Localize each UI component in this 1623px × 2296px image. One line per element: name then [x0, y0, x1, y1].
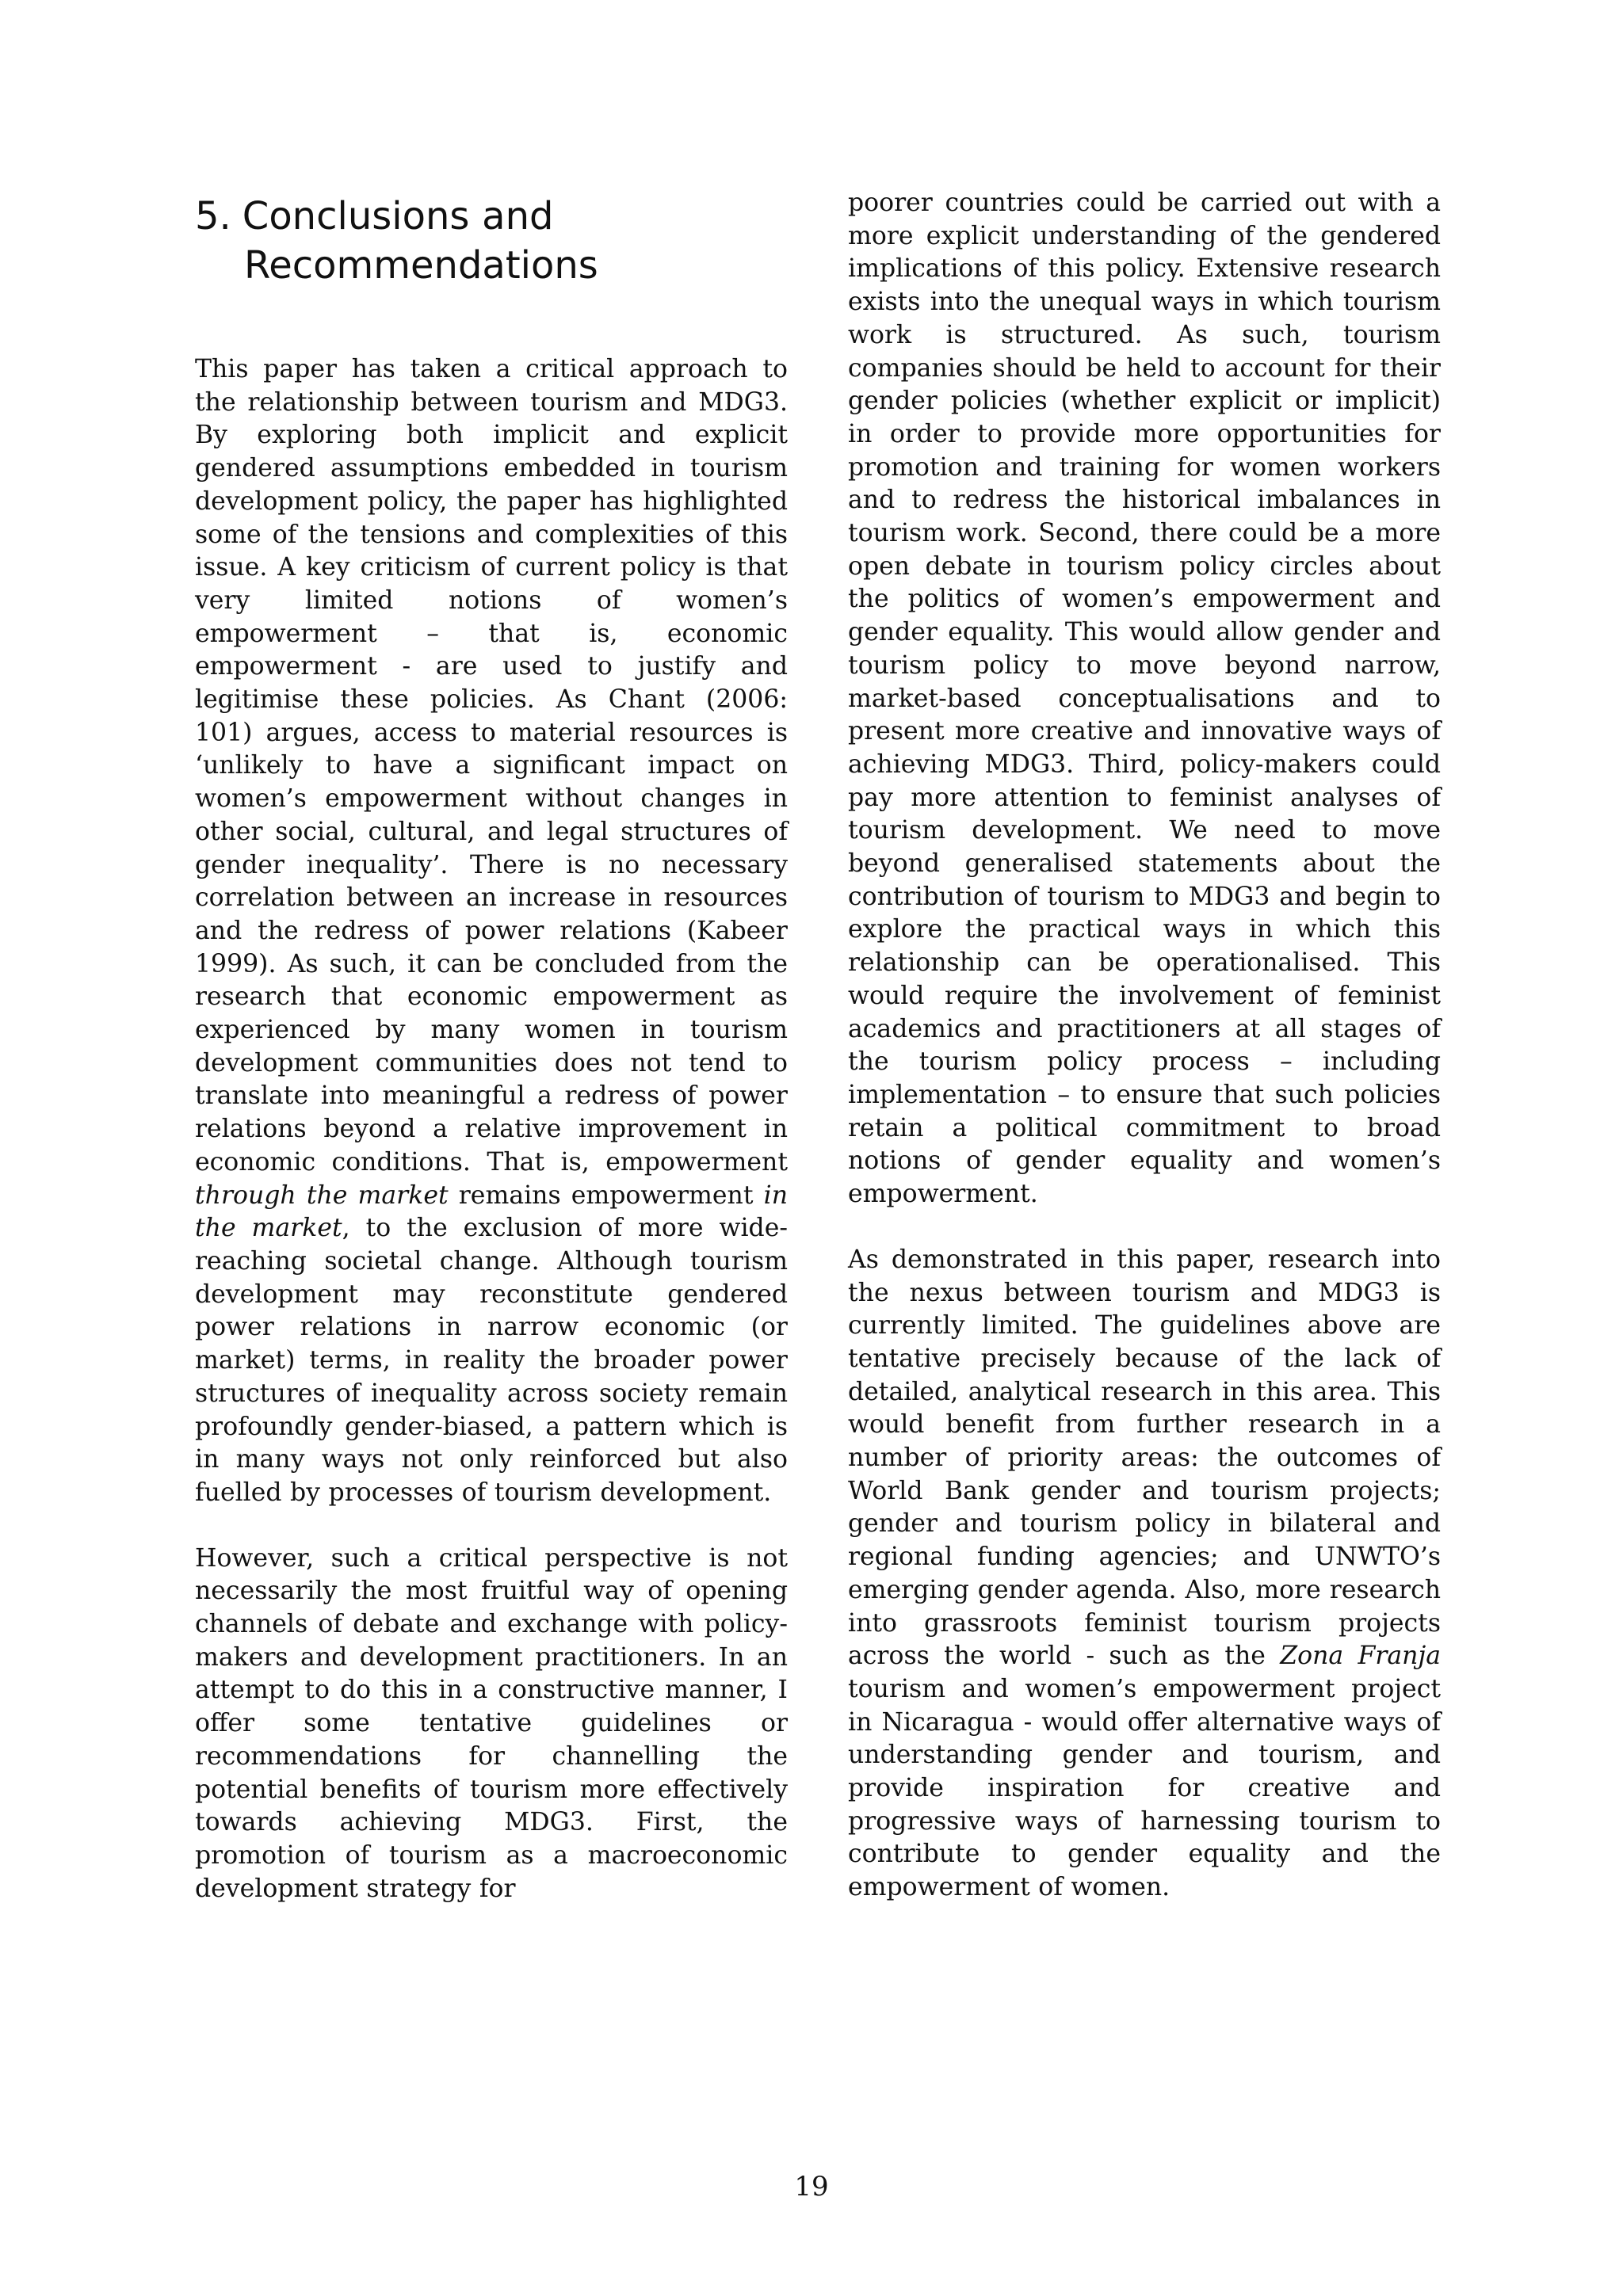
emphasis-text: Zona Franja — [1280, 1642, 1441, 1671]
paragraph-text: As demonstrated in this paper, research into the nexus between tourism and MDG3 is currently limited. The guidelines above are tentative precisely because of the lack of detailed, analytical research in this area. This would benefit from further research in a number of priority areas: the outcomes of World Bank gender and tourism projects; gender and tourism policy in bilateral and regional funding agencies; and UNWTO’s emerging gender agenda. Also, more research into grassroots feminist tourism projects across the world - such as the — [848, 1245, 1441, 1671]
right-column — [848, 187, 1441, 1937]
paragraph-recommendations-continued: poorer countries could be carried out with a more explicit understanding of the gendered implications of this policy. Extensive research exists into the unequal ways in which tourism work is structured. As such, tourism companies should be held to account for their gender policies (whether explicit or implicit) in order to provide more opportunities for promotion and training for women workers and to redress the historical imbalances in tourism work. Second, there could be a more open debate in tourism policy circles about the politics of women’s empowerment and gender equality. This would allow gender and tourism policy to move beyond narrow, market-based conceptualisations and to present more creative and innovative ways of achieving MDG3. Third, policy-makers could pay more attention to feminist analyses of tourism development. We need to move beyond generalised statements about the contribution of tourism to MDG3 and begin to explore the practical ways in which this relationship can be operationalised. This would require the involvement of feminist academics and practitioners at all stages of the tourism policy process – including implementation – to ensure that such policies retain a political commitment to broad notions of gender equality and women’s empowerment. — [848, 189, 1441, 1209]
section-number: 5. — [195, 194, 231, 238]
section-title: Conclusions and Recommendations — [242, 194, 598, 288]
page-number: 19 — [794, 2171, 829, 2203]
paragraph-text: tourism and women’s empowerment project in Nicaragua - would offer alternative ways of understanding gender and tourism, and provide inspiration for creative and progressive ways of harnessing tourism to contribute to gender equality and the empowerment of women. — [848, 1674, 1441, 1902]
paragraph-conclusions — [195, 353, 788, 1510]
paragraph-future-research — [848, 1244, 1441, 1905]
paragraph-text: remains empowerment — [458, 1180, 754, 1210]
emphasis-text: in the market — [195, 1180, 789, 1243]
emphasis-text: through the market — [195, 1180, 449, 1210]
section-heading — [195, 192, 788, 290]
paragraph-text: This paper has taken a critical approach to the relationship between tourism and MDG3. By exploring both implicit and explicit gendered assumptions embedded in tourism development policy, the paper has highlighted some of the tensions and complexities of this issue. A key criticism of current policy is that very limited notions of women’s empowerment – that is, economic empowerment - are used to justify and legitimise these policies. As Chant (2006: 101) argues, access to material resources is ‘unlikely to have a significant impact on women’s empowerment without changes in other social, cultural, and legal structures of gender inequality’. There is no necessary correlation between an increase in resources and the redress of power relations (Kabeer 1999). As such, it can be concluded from the research that economic empowerment as experienced by many women in tourism development communities does not tend to translate into meaningful a redress of power relations beyond a relative improvement in economic conditions. That is, empowerment — [195, 355, 788, 1177]
paragraph-recommendations: However, such a critical perspective is not necessarily the most fruitful way of opening channels of debate and exchange with policy-makers and development practitioners. In an attempt to do this in a constructive manner, I offer some tentative guidelines or recommendations for channelling the potential benefits of tourism more effectively towards achieving MDG3. First, the promotion of tourism as a macroeconomic development strategy for — [195, 1543, 788, 1903]
left-column — [195, 187, 788, 1938]
paragraph-text: , to the exclusion of more wide-reaching societal change. Although tourism development may reconstitute gendered power relations in narrow economic (or market) terms, in reality the broader power structures of inequality across society remain profoundly gender-biased, a pattern which is in many ways not only reinforced but also fuelled by processes of tourism development. — [195, 1214, 788, 1507]
